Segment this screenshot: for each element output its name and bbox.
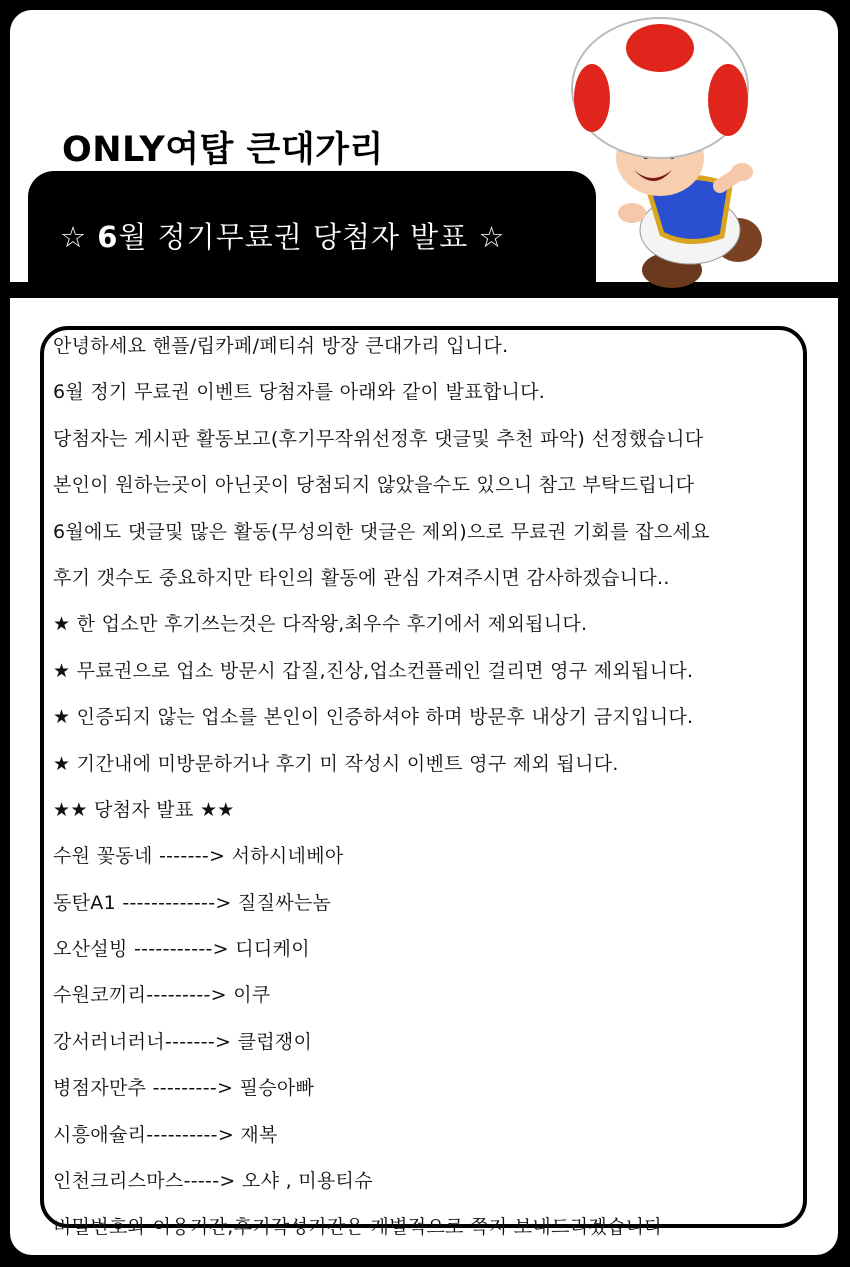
notice-line: 후기 갯수도 중요하지만 타인의 활동에 관심 가져주시면 감사하겠습니다.. [53,566,670,589]
star-right-icon: ☆ [478,220,506,254]
notice-line: 당첨자는 게시판 활동보고(후기무작위선정후 댓글및 추천 파악) 선정했습니다 [53,427,704,450]
winners-heading: ★★ 당첨자 발표 ★★ [53,798,235,821]
rule-line: ★ 인증되지 않는 업소를 본인이 인증하셔야 하며 방문후 내상기 금지입니다. [53,706,694,729]
winner-row: 오산설빙 -----------> 디디케이 [53,938,310,961]
mushroom-character-icon [560,8,780,298]
winner-row: 강서러너러너-------> 클럽쟁이 [53,1030,313,1053]
rule-line: ★ 무료권으로 업소 방문시 갑질,진상,업소컨플레인 걸리면 영구 제외됩니다. [53,659,694,682]
banner-title-text: 월 정기무료권 당첨자 발표 [118,220,469,254]
winner-row: 병점자만추 ---------> 필승아빠 [53,1077,315,1100]
winner-row: 수원 꽃동네 -------> 서하시네베아 [53,845,344,868]
closing-line: 비밀번호와 이용기간,후기작성기간은 개별적으로 쪽지 보내드리겠습니다 [53,1216,663,1239]
rule-line: ★ 한 업소만 후기쓰는것은 다작왕,최우수 후기에서 제외됩니다. [53,613,588,636]
notice-line: 6월에도 댓글및 많은 활동(무성의한 댓글은 제외)으로 무료권 기회를 잡으세요 [53,520,710,543]
winner-row: 시흥애슐리----------> 재복 [53,1123,278,1146]
star-left-icon: ☆ [60,220,87,254]
winner-row: 인천크리스마스-----> 오샤 , 미용티슈 [53,1170,373,1193]
notice-line: 안녕하세요 핸플/립카페/페티쉬 방장 큰대가리 입니다. [53,335,509,357]
winner-row: 수원코끼리---------> 이쿠 [53,984,271,1007]
event-banner [28,171,596,283]
notice-line: 본인이 원하는곳이 아닌곳이 당첨되지 않았을수도 있으니 참고 부탁드립니다 [53,474,695,497]
winner-row: 동탄A1 -------------> 질질싸는놈 [53,891,332,914]
brand-title: ONLY여탑 큰대가리 [62,130,384,170]
rule-line: ★ 기간내에 미방문하거나 후기 미 작성시 이벤트 영구 제외 됩니다. [53,752,619,775]
notice-line: 6월 정기 무료권 이벤트 당첨자를 아래와 같이 발표합니다. [53,381,546,404]
notice-text [53,330,813,1258]
banner-number: 6 [97,220,119,254]
banner-title [60,215,505,256]
